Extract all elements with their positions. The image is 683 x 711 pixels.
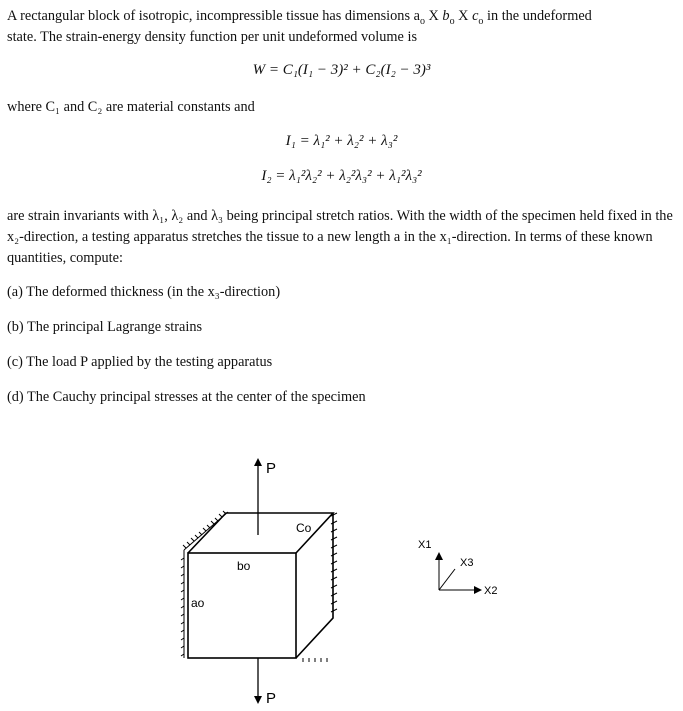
intro-dim-b: b	[442, 8, 450, 24]
right-clamp-hatch	[303, 513, 337, 662]
axis-label-x1: X1	[418, 539, 432, 551]
intro-line2: state. The strain-energy density function per unit undeformed volume is	[7, 29, 418, 45]
part-b: (b) The principal Lagrange strains	[7, 319, 203, 335]
problem-intro: A rectangular block of isotropic, incompressible tissue has dimensions $a_o$ X $b_o$ X $c_o$ in the undeformed state. The strain-energy density function per unit undeformed volume is	[7, 8, 592, 45]
load-label-top: P	[266, 460, 277, 477]
w-equation: W = C₁(I₁ − 3)² + C₂(I₂ − 3)³	[252, 62, 431, 78]
dim-label-c: Co	[296, 521, 312, 535]
dim-label-a: ao	[191, 596, 205, 610]
where-text: where C₁ and C₂ are material constants and	[7, 99, 255, 115]
i2-equation: I₂ = λ₁²λ₂² + λ₂²λ₃² + λ₁²λ₃²	[261, 168, 422, 184]
left-clamp-hatch	[181, 550, 184, 658]
part-c: (c) The load P applied by the testing apparatus	[7, 354, 273, 370]
i1-equation: I₁ = λ₁² + λ₂² + λ₃²	[285, 133, 398, 149]
intro-suffix: in the undeformed	[483, 8, 592, 24]
part-d: (d) The Cauchy principal stresses at the center of the specimen	[7, 389, 366, 405]
dim-label-b: bo	[237, 559, 251, 573]
tissue-block-diagram	[0, 440, 683, 711]
invariants-text: are strain invariants with λ₁, λ₂ and λ₃ being principal stretch ratios. With the width of the specimen held fixed in the x₂-direction, a testing apparatus stretches the tissue to a new length a in the x₁-direction. In terms of these known quantities, compute:	[7, 208, 673, 266]
part-a: (a) The deformed thickness (in the x₃-direction)	[7, 284, 281, 300]
axis-label-x3: X3	[460, 557, 474, 569]
intro-line1: A rectangular block of isotropic, incompressible tissue has dimensions a	[7, 8, 420, 24]
intro-dim-c: c	[472, 8, 479, 24]
axis-label-x2: X2	[484, 585, 498, 597]
load-label-bottom: P	[266, 690, 277, 707]
